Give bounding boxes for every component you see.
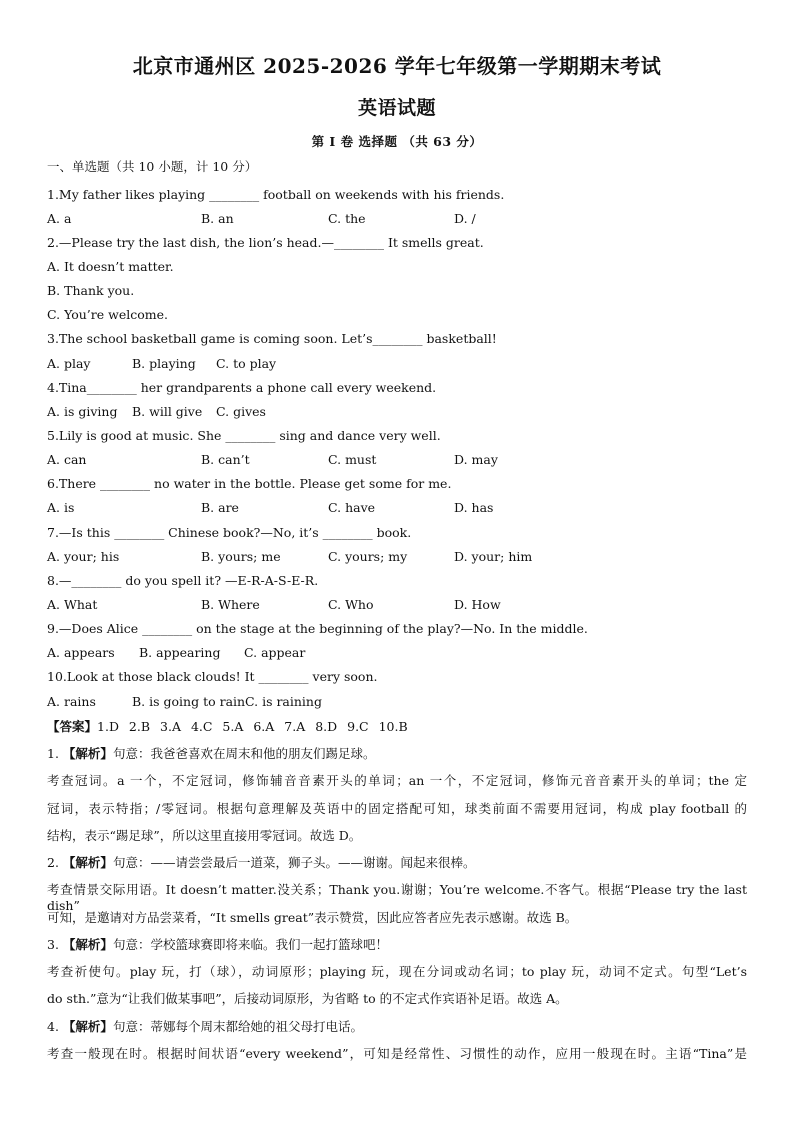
option: A. It doesn’t matter. bbox=[47, 259, 174, 274]
analysis-heading: 1. 【解析】句意：我爸爸喜欢在周末和他的朋友们踢足球。 bbox=[47, 746, 376, 761]
option: B. can’t bbox=[201, 452, 250, 467]
option: B. are bbox=[201, 500, 239, 515]
option: A. What bbox=[47, 597, 98, 612]
option: B. appearing bbox=[139, 645, 221, 660]
option: A. play bbox=[47, 356, 91, 371]
question-stem: 4.Tina________ her grandparents a phone call every weekend. bbox=[47, 380, 437, 395]
option: B. Where bbox=[201, 597, 260, 612]
option: C. must bbox=[328, 452, 377, 467]
option: C. appear bbox=[244, 645, 306, 660]
option: A. is bbox=[47, 500, 75, 515]
analysis-text: 可知，是邀请对方品尝菜肴，“It smells great”表示赞赏，因此应答者应先表示感谢。故选 B。 bbox=[47, 910, 578, 925]
question-stem: 7.—Is this ________ Chinese book?—No, it’s ________ book. bbox=[47, 525, 412, 540]
option: A. rains bbox=[47, 694, 96, 709]
analysis-text: 结构，表示“踢足球”，所以这里直接用零冠词。故选 D。 bbox=[47, 828, 362, 843]
analysis-text: 考查一般现在时。根据时间状语“every weekend”，可知是经常性、习惯性的动作，应用一般现在时。主语“Tina”是 bbox=[47, 1046, 747, 1061]
exam-title: 北京市通州区 2025-2026 学年七年级第一学期期末考试 bbox=[132, 54, 662, 78]
option: C. to play bbox=[216, 356, 277, 371]
option: A. can bbox=[47, 452, 87, 467]
analysis-text: 考查冠词。a 一个，不定冠词，修饰辅音音素开头的单词；an 一个，不定冠词，修饰元音音素开头的单词；the 定 bbox=[47, 773, 747, 788]
option: C. the bbox=[328, 211, 366, 226]
question-stem: 8.—________ do you spell it? —E-R-A-S-E-R. bbox=[47, 573, 319, 588]
option: C. Who bbox=[328, 597, 374, 612]
section-heading: 一、单选题（共 10 小题，计 10 分） bbox=[47, 159, 258, 174]
option: A. is giving bbox=[47, 404, 118, 419]
answer-label: 【答案】 bbox=[47, 719, 98, 734]
option: C. gives bbox=[216, 404, 266, 419]
option: C. is raining bbox=[245, 694, 322, 709]
option: B. will give bbox=[132, 404, 203, 419]
option: A. appears bbox=[47, 645, 115, 660]
analysis-text: 冠词，表示特指；/零冠词。根据句意理解及英语中的固定搭配可知，球类前面不需要用冠词，构成 play football 的 bbox=[47, 801, 747, 816]
question-stem: 10.Look at those black clouds! It ________ very soon. bbox=[47, 669, 378, 684]
question-stem: 3.The school basketball game is coming soon. Let’s________ basketball! bbox=[47, 331, 497, 346]
analysis-text: 考查情景交际用语。It doesn’t matter.没关系；Thank you.谢谢；You’re welcome.不客气。根据“Please try the last dish” bbox=[47, 882, 747, 913]
option: C. yours; my bbox=[328, 549, 408, 564]
question-stem: 2.—Please try the last dish, the lion’s head.—________ It smells great. bbox=[47, 235, 484, 250]
option: B. Thank you. bbox=[47, 283, 135, 298]
option: D. How bbox=[454, 597, 501, 612]
analysis-text: do sth.”意为“让我们做某事吧”，后接动词原形，为省略 to 的不定式作宾语补足语。故选 A。 bbox=[47, 991, 568, 1006]
analysis-heading: 3. 【解析】句意：学校篮球赛即将来临。我们一起打篮球吧！ bbox=[47, 937, 388, 952]
option: B. an bbox=[201, 211, 234, 226]
analysis-heading: 2. 【解析】句意：——请尝尝最后一道菜，狮子头。——谢谢。闻起来很棒。 bbox=[47, 855, 476, 870]
option: D. may bbox=[454, 452, 498, 467]
exam-subtitle: 英语试题 bbox=[357, 97, 436, 119]
option: D. your; him bbox=[454, 549, 533, 564]
part-heading: 第 I 卷 选择题 （共 63 分） bbox=[311, 134, 483, 149]
option: B. playing bbox=[132, 356, 196, 371]
question-stem: 1.My father likes playing ________ football on weekends with his friends. bbox=[47, 187, 505, 202]
analysis-heading: 4. 【解析】句意：蒂娜每个周末都给她的祖父母打电话。 bbox=[47, 1019, 363, 1034]
answer-key bbox=[47, 719, 408, 735]
option: B. is going to rain bbox=[132, 694, 246, 709]
option: A. your; his bbox=[47, 549, 120, 564]
option: B. yours; me bbox=[201, 549, 281, 564]
question-stem: 6.There ________ no water in the bottle. Please get some for me. bbox=[47, 476, 452, 491]
option: D. / bbox=[454, 211, 476, 226]
option: C. have bbox=[328, 500, 376, 515]
question-stem: 9.—Does Alice ________ on the stage at the beginning of the play?—No. In the middle. bbox=[47, 621, 588, 636]
option: C. You’re welcome. bbox=[47, 307, 168, 322]
option: D. has bbox=[454, 500, 494, 515]
question-stem: 5.Lily is good at music. She ________ sing and dance very well. bbox=[47, 428, 441, 443]
answer-values: 1.D 2.B 3.A 4.C 5.A 6.A 7.A 8.D 9.C 10.B bbox=[97, 719, 408, 734]
analysis-text: 考查祈使句。play 玩，打（球），动词原形；playing 玩，现在分词或动名词；to play 玩，动词不定式。句型“Let’s bbox=[47, 964, 747, 979]
option: A. a bbox=[47, 211, 72, 226]
